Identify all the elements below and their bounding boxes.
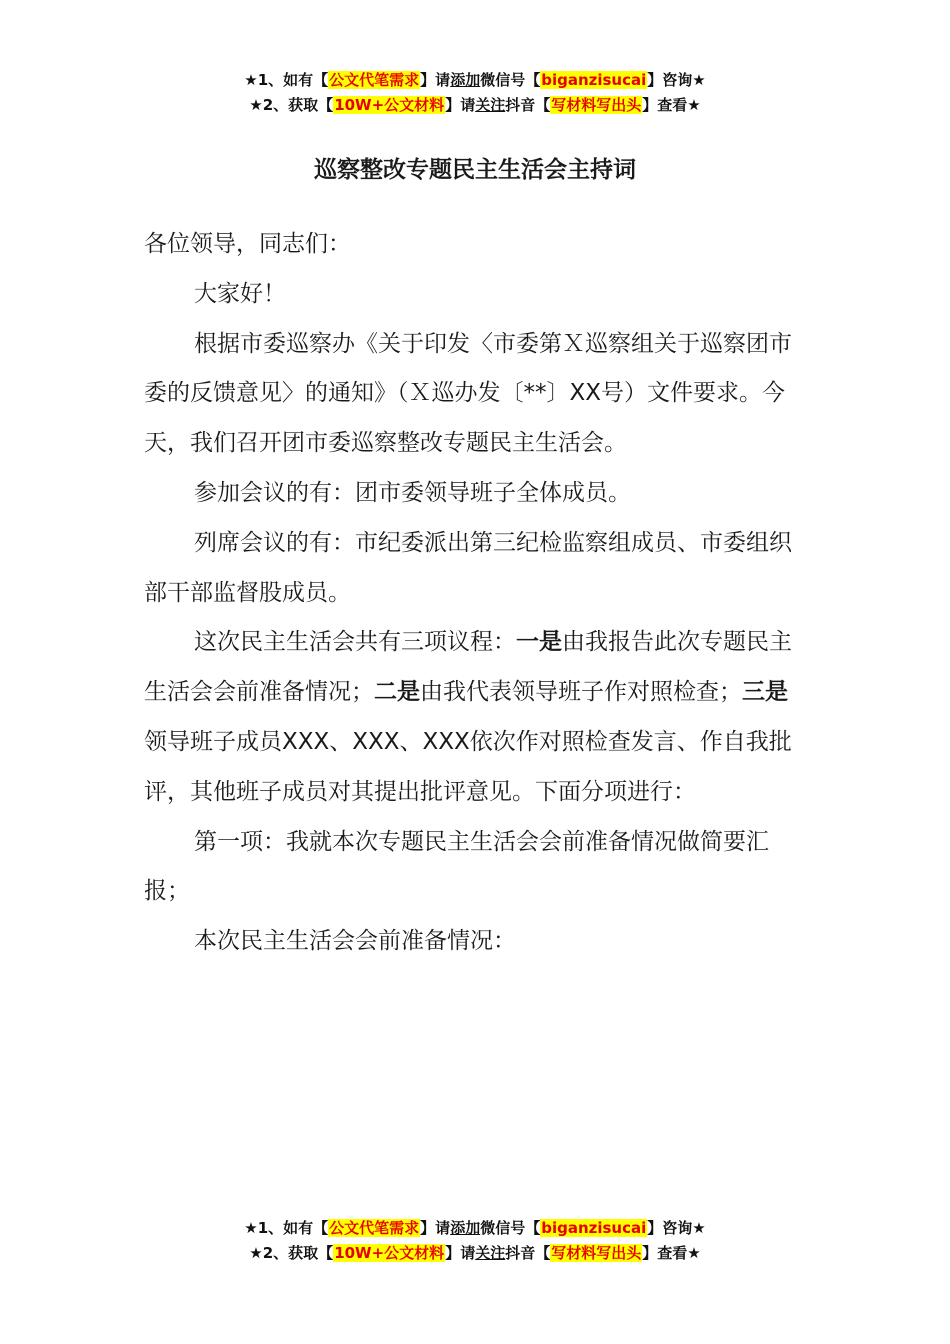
banner-line-1 xyxy=(0,68,950,93)
paragraph: 本次民主生活会会前准备情况： xyxy=(194,928,516,955)
banner-underlined-text: 添加 xyxy=(450,1219,481,1237)
banner-highlight: biganzisucai xyxy=(541,1219,647,1237)
banner-line-1 xyxy=(0,1216,950,1241)
agenda-text: 由我报告此次专题民主生活会会前准备情况； xyxy=(144,629,792,706)
banner-line-2 xyxy=(0,1241,950,1266)
banner-text: ★2、获取【 xyxy=(249,96,334,114)
salutation: 各位领导，同志们： xyxy=(144,231,351,257)
banner-highlight: 公文代笔需求 xyxy=(329,1219,420,1237)
banner-text: 】查看★ xyxy=(642,96,701,114)
banner-highlight: biganzisucai xyxy=(541,71,647,89)
banner-text: 】请 xyxy=(445,96,476,114)
paragraph: 列席会议的有：市纪委派出第三纪检监察组成员、市委组织部干部监督股成员。 xyxy=(144,529,792,606)
agenda-item-marker: 三是 xyxy=(742,679,788,706)
banner-text: 】咨询★ xyxy=(647,71,706,89)
banner-underlined-text: 关注 xyxy=(475,1244,506,1262)
agenda-item-marker: 二是 xyxy=(374,679,420,706)
paragraph: 参加会议的有：团市委领导班子全体成员。 xyxy=(194,479,631,506)
agenda-text: 这次民主生活会共有三项议程： xyxy=(194,629,516,656)
agenda-item-marker: 一是 xyxy=(516,629,562,656)
banner-highlight: 写材料写出头 xyxy=(551,96,642,114)
banner-text: 】请 xyxy=(420,1219,451,1237)
banner-line-2 xyxy=(0,93,950,118)
agenda-text: 由我代表领导班子作对照检查； xyxy=(420,679,742,706)
banner-text: ★2、获取【 xyxy=(249,1244,334,1262)
agenda-text: 领导班子成员XXX、XXX、XXX依次作对照检查发言、作自我批评，其他班子成员对其提出批评意见。下面分项进行： xyxy=(144,728,792,805)
banner-highlight: 公文代笔需求 xyxy=(329,71,420,89)
banner-text: 微信号【 xyxy=(480,71,541,89)
document-body xyxy=(144,220,804,967)
banner-underlined-text: 关注 xyxy=(475,96,506,114)
banner-highlight: 写材料写出头 xyxy=(551,1244,642,1262)
banner-highlight: 10W+公文材料 xyxy=(334,1244,445,1262)
greeting: 大家好！ xyxy=(194,280,286,307)
document-title: 巡察整改专题民主生活会主持词 xyxy=(314,157,636,183)
paragraph: 根据市委巡察办《关于印发〈市委第Ｘ巡察组关于巡察团市委的反馈意见〉的通知》（Ｘ巡办发〔**〕XX号）文件要求。今天，我们召开团市委巡察整改专题民主生活会。 xyxy=(144,330,792,457)
banner-text: 抖音【 xyxy=(505,96,551,114)
banner-text: 微信号【 xyxy=(480,1219,541,1237)
banner-text: 】咨询★ xyxy=(647,1219,706,1237)
banner-underlined-text: 添加 xyxy=(450,71,481,89)
banner-text: ★1、如有【 xyxy=(244,1219,329,1237)
banner-highlight: 10W+公文材料 xyxy=(334,96,445,114)
banner-text: 】请 xyxy=(445,1244,476,1262)
header-banner xyxy=(0,68,950,118)
footer-banner xyxy=(0,1216,950,1266)
banner-text: 】查看★ xyxy=(642,1244,701,1262)
banner-text: 】请 xyxy=(420,71,451,89)
banner-text: ★1、如有【 xyxy=(244,71,329,89)
banner-text: 抖音【 xyxy=(505,1244,551,1262)
agenda-paragraph xyxy=(144,618,804,817)
paragraph: 第一项：我就本次专题民主生活会会前准备情况做简要汇报； xyxy=(144,828,769,905)
